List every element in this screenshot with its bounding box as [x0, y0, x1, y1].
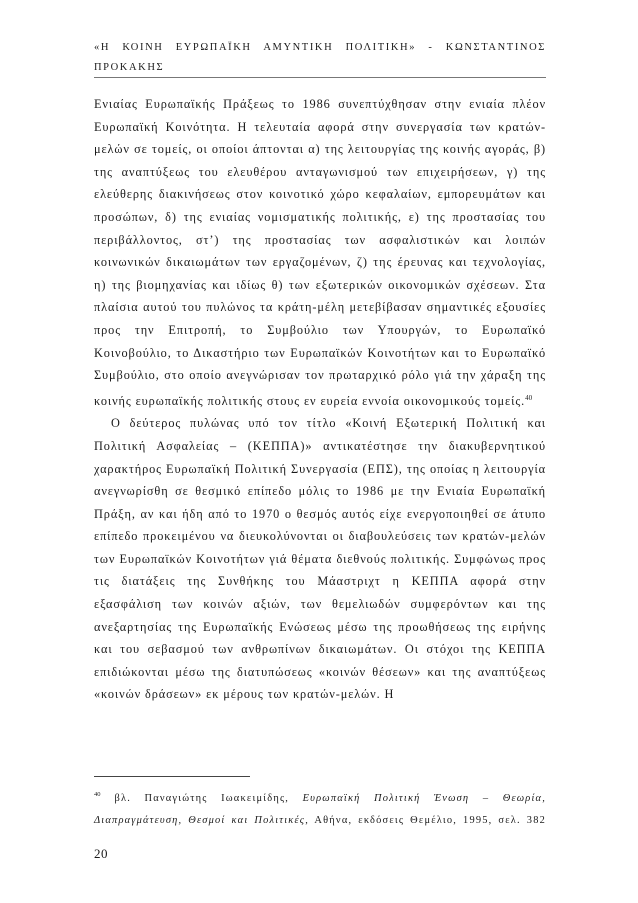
footnote — [94, 784, 546, 832]
footnote-divider — [94, 776, 250, 777]
header-author-line: ΠΡΟΚΑΚΗΣ — [94, 62, 165, 73]
footnote-prefix: βλ. Παναγιώτης Ιωακειμίδης, — [114, 793, 303, 804]
running-header — [94, 38, 546, 78]
header-title-line: «Η ΚΟΙΝΗ ΕΥΡΩΠΑΪΚΗ ΑΜΥΝΤΙΚΗ ΠΟΛΙΤΙΚΗ» - ΚΩΝΣΤΑΝΤΙΝΟΣ — [94, 42, 546, 53]
footnote-number: 40 — [94, 791, 101, 798]
header-divider — [94, 77, 546, 78]
footnote-book-title: Ευρωπαϊκή Πολιτική Ένωση – Θεωρία, Διαπραγμάτευση, Θεσμοί και Πολιτικές — [94, 793, 546, 826]
page-number: 20 — [94, 846, 108, 861]
paragraph-1-text: Ενιαίας Ευρωπαϊκής Πράξεως το 1986 συνεπτύχθησαν στην ενιαία πλέον Ευρωπαϊκή Κοινότητα. Η τελευταία αφορά στην συνεργασία των κρατών-μελών σε τομείς, οι οποίοι άπτονται α) της λειτουργίας της κοινής αγοράς, β) της αναπτύξεως του ελευθέρου ανταγωνισμού των επιχειρήσεων, γ) της ελεύθερης διακινήσεως στον κοινοτικό χώρο κεφαλαίων, εμπορευμάτων και προσώπων, δ) της ενιαίας νομισματικής πολιτικής, ε) της προστασίας του περιβάλλοντος, στ’) της προστασίας των ασφαλιστικών και λοιπών κοινωνικών δικαιωμάτων των εργαζομένων, ζ) της έρευνας και τεχνολογίας, η) της βιομηχανίας και ιδίως θ) των εξωτερικών οικονομικών σχέσεων. Στα πλαίσια αυτού του πυλώνος τα κράτη-μέλη μετεβίβασαν σημαντικές εξουσίες προς την Επιτροπή, το Συμβούλιο των Υπουργών, το Ευρωπαϊκό Κοινοβούλιο, το Δικαστήριο των Ευρωπαϊκών Κοινοτήτων και το Ευρωπαϊκό Συμβούλιο, στο οποίο ανεγνώρισαν τον πρωταρχικό ρόλο γιά την χάραξη της κοινής ευρωπαϊκής πολιτικής στους εν ευρεία εννοία οικονομικούς τομείς. — [94, 97, 546, 408]
footnote-suffix: , Αθήνα, εκδόσεις Θεμέλιο, 1995, σελ. 382 — [305, 815, 546, 826]
main-text — [94, 93, 546, 706]
paragraph-2: Ο δεύτερος πυλώνας υπό τον τίτλο «Κοινή Εξωτερική Πολιτική και Πολιτική Ασφαλείας – (ΚΕΠΠΑ)» αντικατέστησε την διακυβερνητικού χαρακτήρος Ευρωπαϊκή Πολιτική Συνεργασία (ΕΠΣ), της οποίας η λειτουργία ανεγνωρίσθη σε θεσμικό επίπεδο μόλις το 1986 με την Ενιαία Ευρωπαϊκή Πράξη, αν και ήδη από το 1970 ο θεσμός αυτός είχε ενεργοποιηθεί σε άτυπο επίπεδο προκειμένου να διευκολύνονται οι διαβουλεύσεις των κρατών-μελών των Ευρωπαϊκών Κοινοτήτων γιά θέματα διεθνούς πολιτικής. Συμφώνως προς τις διατάξεις της Συνθήκης του Μάαστριχτ η ΚΕΠΠΑ αφορά στην εξασφάλιση των κοινών αξιών, των θεμελιωδών συμφερόντων και της ανεξαρτησίας της Ευρωπαϊκής Ενώσεως μέσω της προωθήσεως της ειρήνης και του σεβασμού των ανθρωπίνων δικαιωμάτων. Οι στόχοι της ΚΕΠΠΑ επιδιώκονται μέσω της διατυπώσεως «κοινών θέσεων» και της αναπτύξεως «κοινών δράσεων» εκ μέρους των κρατών-μελών. Η — [94, 416, 546, 702]
paragraph-1 — [94, 93, 546, 412]
footnote-reference[interactable]: 40 — [525, 393, 533, 402]
